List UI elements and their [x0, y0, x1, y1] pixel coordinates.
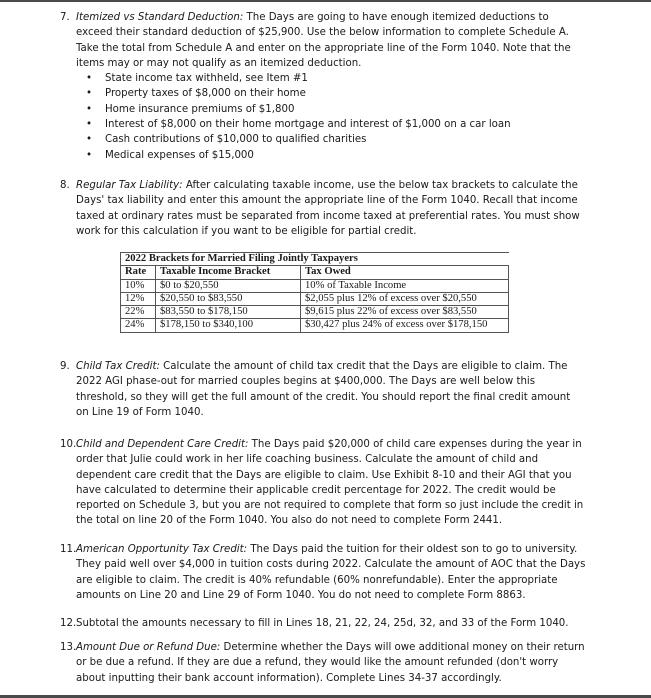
header-rate: Rate [121, 266, 156, 279]
rate-cell: 12% [121, 292, 156, 305]
item-11-text [76, 542, 586, 603]
bracket-cell: $178,150 to $340,100 [156, 319, 301, 332]
item-7-title: Itemized vs Standard Deduction: [76, 12, 244, 23]
list-item: • Property taxes of $8,000 on their home [86, 86, 586, 101]
item-8-number: 8. [60, 180, 70, 191]
item-10-body: The Days paid $20,000 of child care expenses during the year in order that Julie could work in her life coaching business. Calculate the amount of child and dependent care credit that the Days are eligible to claim. Use Exhibit 8-10 and their AGI that you have calculated to determine their applicable credit percentage for 2022. The credit would be reported on Schedule 3, but you are not required to complete that form so just include the credit in the total on line 20 of the Form 1040. You also do not need to complete Form 2441. [76, 439, 584, 527]
item-8-title: Regular Tax Liability: [76, 180, 183, 191]
table-row [121, 306, 509, 319]
list-item: • Interest of $8,000 on their home mortgage and interest of $1,000 on a car loan [86, 117, 586, 132]
item-8-text [76, 178, 586, 239]
bracket-cell: $0 to $20,550 [156, 279, 301, 292]
list-item: • Cash contributions of $10,000 to qualified charities [86, 132, 586, 147]
table-row [121, 292, 509, 305]
item-9-body: Calculate the amount of child tax credit that the Days are eligible to claim. The 2022 AGI phase-out for married couples begins at $400,000. The Days are well below this threshold, so they will get the full amount of the credit. You should report the final credit amount on Line 19 of Form 1040. [76, 361, 571, 418]
rate-cell: 10% [121, 279, 156, 292]
list-item: • Medical expenses of $15,000 [86, 148, 586, 163]
list-item: • State income tax withheld, see Item #1 [86, 71, 586, 86]
tax-owed-cell: $2,055 plus 12% of excess over $20,550 [301, 292, 509, 305]
item-10-text [76, 437, 586, 529]
item-12 [60, 616, 586, 631]
item-12-number: 12. [60, 618, 77, 629]
table-row [121, 279, 509, 292]
item-13-title: Amount Due or Refund Due: [76, 642, 221, 653]
item-13 [60, 640, 586, 686]
item-7 [60, 10, 586, 163]
item-10-title: Child and Dependent Care Credit: [76, 439, 249, 450]
tax-owed-cell: $30,427 plus 24% of excess over $178,150 [301, 319, 509, 332]
item-9-text [76, 359, 586, 420]
item-9 [60, 359, 586, 420]
table-header-row [121, 266, 509, 279]
table-caption: 2022 Brackets for Married Filing Jointly Taxpayers [121, 253, 509, 266]
table-caption-row [121, 253, 509, 266]
item-11-number: 11. [60, 544, 77, 555]
item-10-number: 10. [60, 439, 77, 450]
bracket-cell: $83,550 to $178,150 [156, 306, 301, 319]
item-9-number: 9. [60, 361, 70, 372]
item-9-title: Child Tax Credit: [76, 361, 160, 372]
item-12-text: Subtotal the amounts necessary to fill in Lines 18, 21, 22, 24, 25d, 32, and 33 of the Form 1040. [76, 618, 569, 629]
top-border [0, 0, 651, 2]
item-7-bullet-list [76, 71, 586, 163]
item-10 [60, 437, 586, 529]
tax-owed-cell: 10% of Taxable Income [301, 279, 509, 292]
item-13-body: Determine whether the Days will owe additional money on their return or be due a refund. If they are due a refund, they would like the amount refunded (don't worry about inputting their bank account information). Complete Lines 34-37 accordingly. [76, 642, 585, 684]
item-13-number: 13. [60, 642, 77, 653]
item-11-body: The Days paid the tuition for their oldest son to go to university. They paid well over $4,000 in tuition costs during 2022. Calculate the amount of AOC that the Days are eligible to claim. The credit is 40% refundable (60% nonrefundable). Enter the appropriate amounts on Line 20 and Line 29 of Form 1040. You do not need to complete Form 8863. [76, 544, 586, 601]
item-7-body: The Days are going to have enough itemized deductions to exceed their standard deduction of $25,900. Use the below information to complete Schedule A. Take the total from Schedule A and enter on the appropriate line of the Form 1040. Note that the items may or may not qualify as an itemized deduction. [76, 12, 571, 69]
table-row [121, 319, 509, 332]
list-item: • Home insurance premiums of $1,800 [86, 102, 586, 117]
item-11 [60, 542, 586, 603]
item-7-number: 7. [60, 12, 70, 23]
rate-cell: 24% [121, 319, 156, 332]
item-7-text [76, 10, 586, 71]
item-13-text [76, 640, 586, 686]
item-8-body: After calculating taxable income, use the below tax brackets to calculate the Days' tax liability and enter this amount the appropriate line of the Form 1040. Recall that income taxed at ordinary rates must be separated from income taxed at preferential rates. You must show work for this calculation if you want to be eligible for partial credit. [76, 180, 580, 237]
bracket-cell: $20,550 to $83,550 [156, 292, 301, 305]
tax-owed-cell: $9,615 plus 22% of excess over $83,550 [301, 306, 509, 319]
rate-cell: 22% [121, 306, 156, 319]
item-8 [60, 178, 586, 239]
header-bracket: Taxable Income Bracket [156, 266, 301, 279]
header-tax-owed: Tax Owed [301, 266, 509, 279]
item-11-title: American Opportunity Tax Credit: [76, 544, 248, 555]
tax-brackets-table [120, 252, 509, 333]
